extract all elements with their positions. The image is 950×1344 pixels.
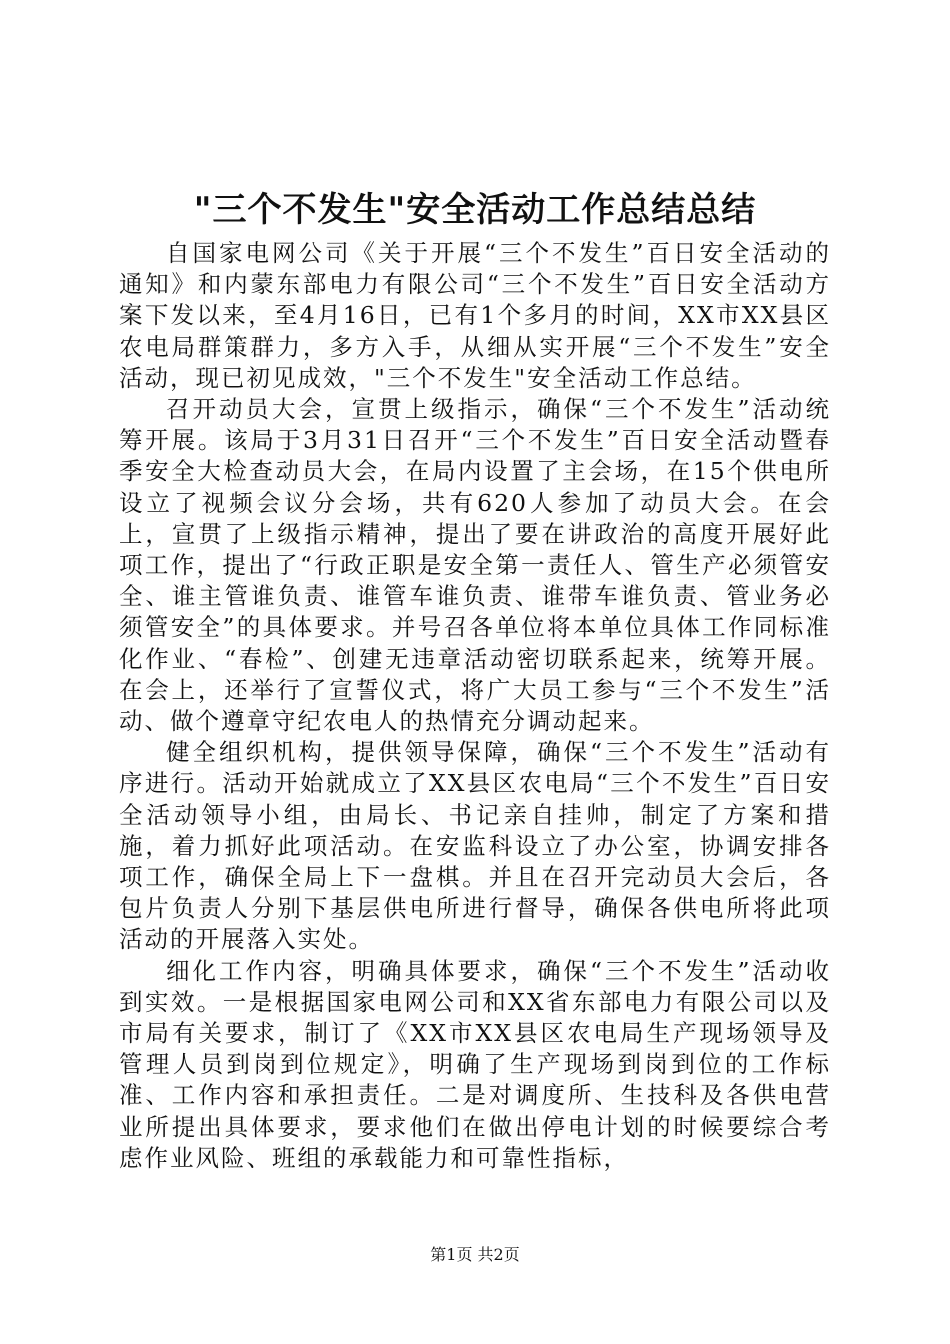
paragraph-organization: 健全组织机构，提供领导保障，确保“三个不发生”活动有序进行。活动开始就成立了XX县区农电局“三个不发生”百日安全活动领导小组，由局长、书记亲自挂帅，制定了方案和措施，着力抓好此项活动。在安监科设立了办公室，协调安排各项工作，确保全局上下一盘棋。并且在召开完动员大会后，各包片负责人分别下基层供电所进行督导，确保各供电所将此项活动的开展落入实处。 [119,738,831,954]
paragraph-work-details: 细化工作内容，明确具体要求，确保“三个不发生”活动收到实效。一是根据国家电网公司和XX省东部电力有限公司以及市局有关要求，制订了《XX市XX县区农电局生产现场领导及管理人员到岗到位规定》，明确了生产现场到岗到位的工作标准、工作内容和承担责任。二是对调度所、生技科及各供电营业所提出具体要求，要求他们在做出停电计划的时候要综合考虑作业风险、班组的承载能力和可靠性指标， [119,956,831,1172]
page-number-footer: 第1页 共2页 [430,1245,520,1264]
paragraph-mobilization-meeting: 召开动员大会，宣贯上级指示，确保“三个不发生”活动统筹开展。该局于3月31日召开“三个不发生”百日安全活动暨春季安全大检查动员大会，在局内设置了主会场，在15个供电所设立了视频会议分会场，共有620人参加了动员大会。在会上，宣贯了上级指示精神，提出了要在讲政治的高度开展好此项工作，提出了“行政正职是安全第一责任人、管生产必须管安全、谁主管谁负责、谁管车谁负责、谁带车谁负责、管业务必须管安全”的具体要求。并号召各单位将本单位具体工作同标准化作业、“春检”、创建无违章活动密切联系起来，统筹开展。在会上，还举行了宣誓仪式，将广大员工参与“三个不发生”活动、做个遵章守纪农电人的热情充分调动起来。 [119,395,831,736]
document-title: "三个不发生"安全活动工作总结总结 [193,190,757,230]
document-body [119,238,831,1174]
paragraph-intro: 自国家电网公司《关于开展“三个不发生”百日安全活动的通知》和内蒙东部电力有限公司“三个不发生”百日安全活动方案下发以来，至4月16日，已有1个多月的时间，XX市XX县区农电局群策群力，多方入手，从细从实开展“三个不发生”安全活动，现已初见成效，"三个不发生"安全活动工作总结。 [119,239,831,392]
